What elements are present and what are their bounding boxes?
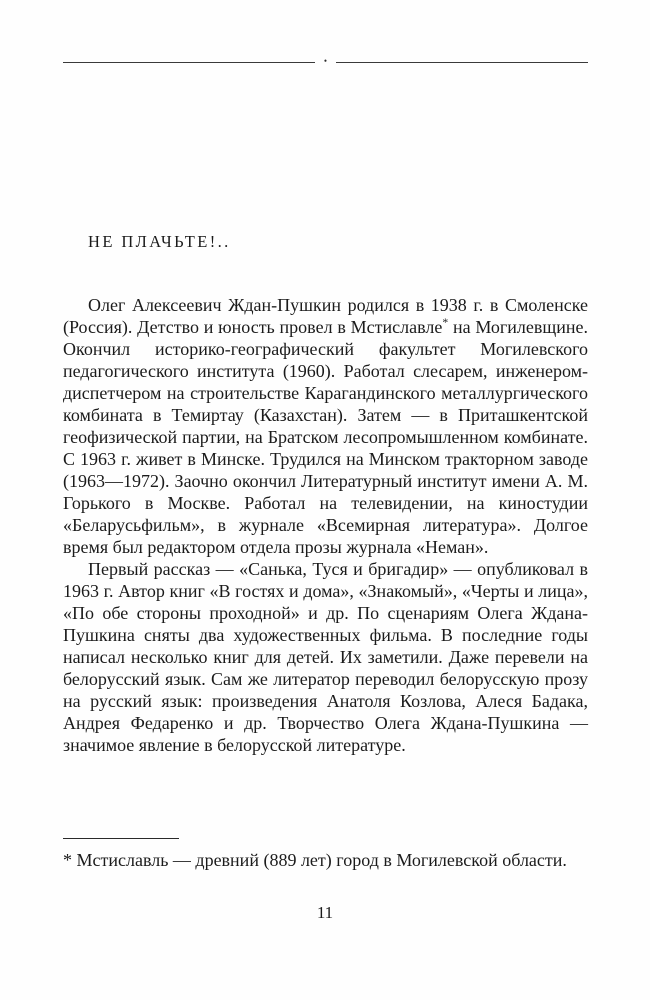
rule-line-right: [336, 62, 588, 63]
footnote-text: [63, 848, 588, 872]
paragraph-text: Олег Алексеевич Ждан-Пушкин родился в 1938 г. в Смоленске (Россия). Детство и юность провел в Мстиславле: [63, 295, 588, 337]
chapter-title: НЕ ПЛАЧЬТЕ!..: [88, 232, 231, 251]
footnote: [63, 838, 588, 872]
rule-ornament-dot-icon: •: [323, 56, 328, 66]
footnote-body: Мстиславль — древний (889 лет) город в Могилевской области.: [72, 850, 567, 870]
footnote-reference-marker: *: [442, 316, 449, 329]
body-text: [63, 294, 588, 756]
header-rule: [63, 58, 588, 67]
footnote-rule: [63, 838, 179, 839]
rule-line-left: [63, 62, 315, 63]
footnote-marker: *: [63, 850, 72, 870]
paragraph-text: на Могилевщине. Окончил историко-географический факультет Могилевского педагогического института (1960). Работал слесарем, инженером-диспетчером на строительстве Карагандинского металлургического комбината в Темиртау (Казахстан). Затем — в Приташкентской геофизической партии, на Братском лесопромышленном комбинате. С 1963 г. живет в Минске. Трудился на Минском тракторном заводе (1963—1972). Заочно окончил Литературный институт имени А. М. Горького в Москве. Работал на телевидении, на киностудии «Беларусьфильм», в журнале «Всемирная литература». Долгое время был редактором отдела прозы журнала «Неман».: [63, 317, 589, 557]
page-number: 11: [316, 903, 334, 922]
paragraph-bio: [63, 294, 588, 558]
paragraph-works: Первый рассказ — «Санька, Туся и бригадир» — опубликовал в 1963 г. Автор книг «В гостях и дома», «Знакомый», «Черты и лица», «По обе стороны проходной» и др. По сценариям Олега Ждана-Пушкина сняты два художественных фильма. В последние годы написал несколько книг для детей. Их заметили. Даже перевели на белорусский язык. Сам же литератор переводил белорусскую прозу на русский язык: произведения Анатоля Козлова, Алеся Бадака, Андрея Федаренко и др. Творчество Олега Ждана-Пушкина — значимое явление в белорусской литературе.: [63, 559, 588, 755]
